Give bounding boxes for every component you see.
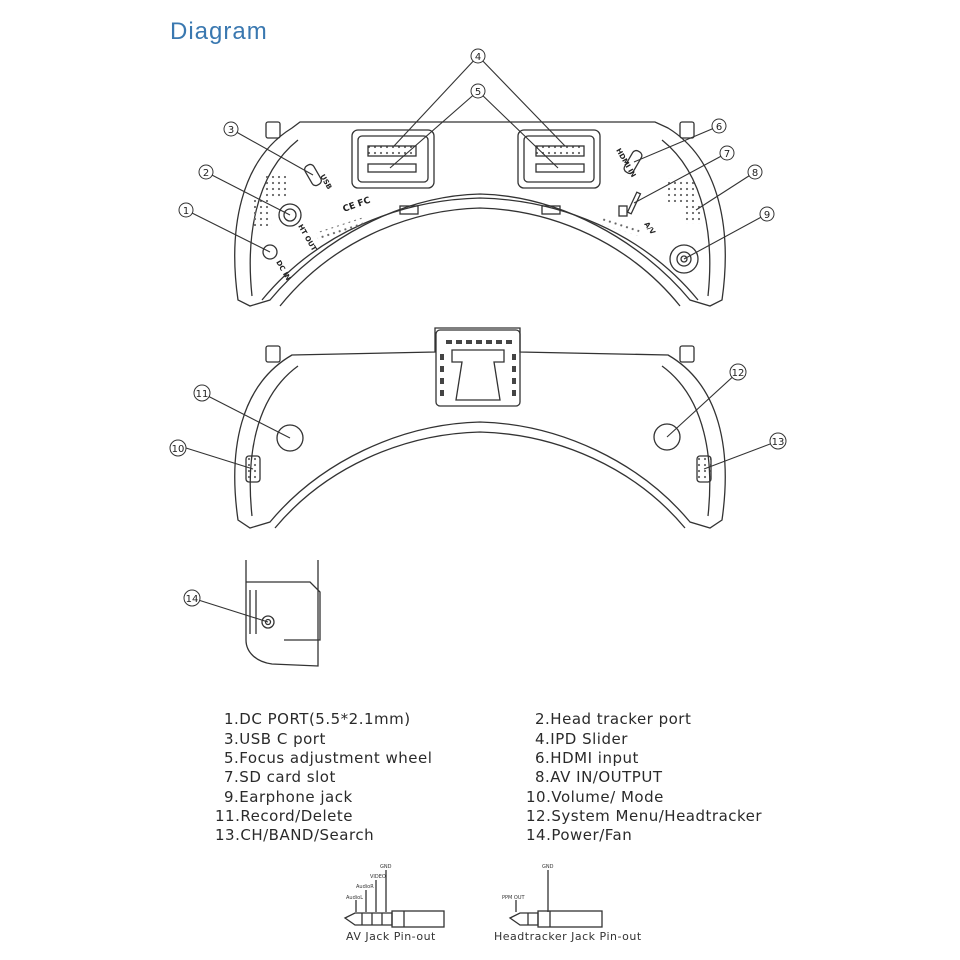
ht-pin-gnd: GND [542,864,554,870]
callout-9 [760,207,774,221]
av-pin-video: VIDEO [370,874,386,880]
callout-13 [770,433,786,449]
legend-item-3: 3.USB C port [224,730,326,748]
svg-text:13: 13 [771,437,785,448]
callout-8 [748,165,762,179]
av-pin-gnd: GND [380,864,392,870]
legend-item-9: 9.Earphone jack [224,788,353,806]
svg-text:2: 2 [202,168,210,179]
label-av: A/V [642,220,657,237]
callout-5 [471,84,485,98]
av-pin-audiol: AudioL [346,895,363,901]
svg-text:14: 14 [185,594,199,605]
svg-text:10: 10 [171,444,185,455]
callout-11 [194,385,210,401]
svg-text:12: 12 [731,368,745,379]
callout-4 [471,49,485,63]
svg-text:1: 1 [182,206,190,217]
svg-text:3: 3 [227,125,235,136]
legend-item-6: 6.HDMI input [535,749,639,767]
goggles-top-view [235,122,725,306]
svg-text:8: 8 [751,168,759,179]
label-ht-out: HT OUT [296,223,318,253]
callout-6 [712,119,726,133]
callout-2 [199,165,213,179]
headtracker-jack-caption: Headtracker Jack Pin-out [494,930,642,943]
svg-text:9: 9 [763,210,771,221]
svg-text:5: 5 [474,87,482,98]
av-jack-caption: AV Jack Pin-out [346,930,436,943]
legend-item-4: 4.IPD Slider [535,730,628,748]
legend-item-12: 12.System Menu/Headtracker [526,807,763,825]
page-title: Diagram [170,18,268,45]
legend-item-10: 10.Volume/ Mode [526,788,664,806]
legend-item-1: 1.DC PORT(5.5*2.1mm) [224,710,411,728]
legend-item-7: 7.SD card slot [224,768,336,786]
goggles-bottom-view [235,328,725,528]
svg-text:4: 4 [474,52,482,63]
legend-item-2: 2.Head tracker port [535,710,692,728]
label-ce-fc: CE FC [341,195,372,215]
callout-1 [179,203,193,217]
callout-7 [720,146,734,160]
label-hdmi-in: HDMI IN [614,147,638,179]
callout-10 [170,440,186,456]
legend-item-14: 14.Power/Fan [526,826,633,844]
ht-pin-ppm-out: PPM OUT [502,895,525,901]
svg-text:7: 7 [723,149,731,160]
av-pin-audior: AudioR [356,884,374,890]
legend-item-11: 11.Record/Delete [215,807,354,825]
legend-item-5: 5.Focus adjustment wheel [224,749,433,767]
svg-text:6: 6 [715,122,723,133]
legend-item-8: 8.AV IN/OUTPUT [535,768,663,786]
callout-14 [184,590,200,606]
legend-item-13: 13.CH/BAND/Search [215,826,375,844]
callout-12 [730,364,746,380]
callout-3 [224,122,238,136]
label-usb: USB [318,173,334,191]
side-detail-view [246,560,320,666]
label-dc-in: DC IN [274,259,293,282]
svg-text:11: 11 [195,389,209,400]
